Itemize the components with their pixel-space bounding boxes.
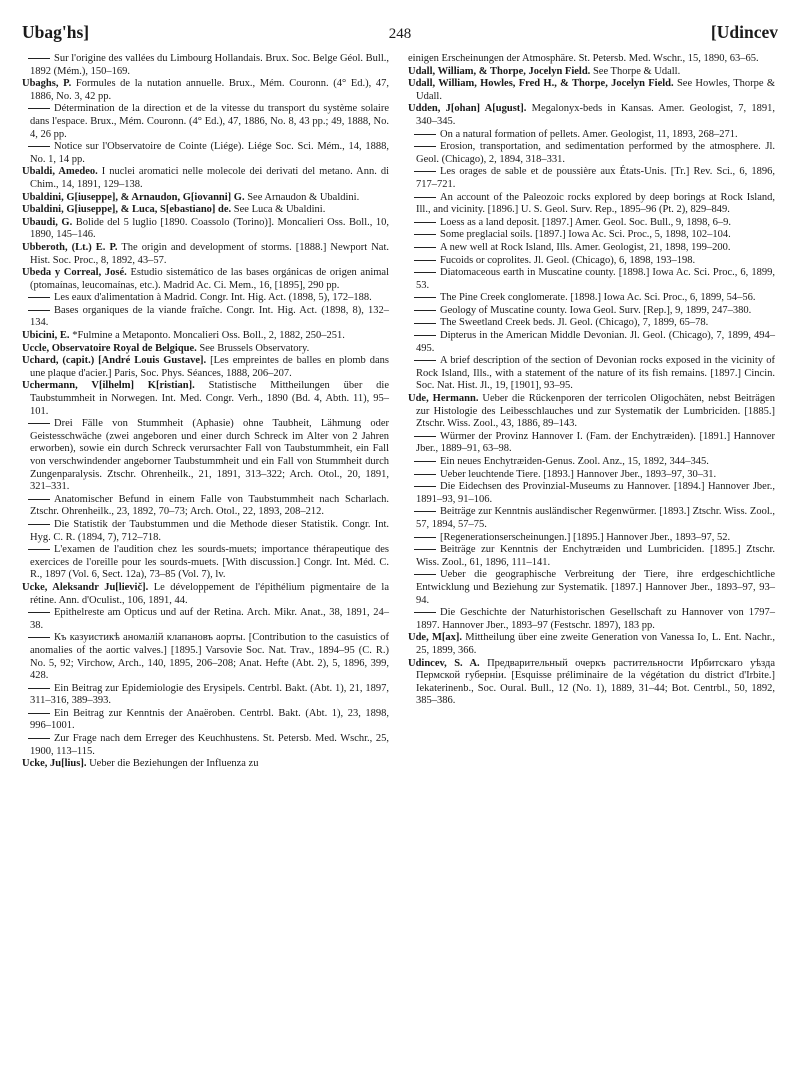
bibliography-entry <box>408 103 775 128</box>
bibliography-entry <box>408 267 775 292</box>
ditto-dash <box>414 574 436 575</box>
entry-text: Предварительный очеркъ растительности Ирбитскаго уѣзда Пермской губерніи. [Esquisse préliminaire de la végétation du district d'Irbite.] Iekaterinenb., Soc. Oural. Bull., 12 (No. 1), 1889, 31–44; Bot. Centrbl., 50, 1892, 385–386. <box>416 657 776 707</box>
bibliography-entry <box>408 317 775 330</box>
bibliography-entry <box>408 292 775 305</box>
ditto-dash <box>28 713 50 714</box>
bibliography-entry <box>408 469 775 482</box>
ditto-dash <box>28 637 50 638</box>
entry-text: Bolide del 5 luglio [1890. Coassolo (Torino)]. Moncalieri Oss. Boll., 10, 1890, 145–146. <box>30 216 390 241</box>
bibliography-entry <box>408 305 775 318</box>
bibliography-entry <box>22 305 389 330</box>
entry-text: Ein Beitrag zur Epidemiologie des Erysipels. Centrbl. Bakt. (Abt. 1), 21, 1897, 311–316, 389–393. <box>30 682 389 707</box>
ditto-dash <box>414 260 436 261</box>
ditto-dash <box>28 58 50 59</box>
entry-text: Zur Frage nach dem Erreger des Keuchhustens. St. Petersb. Med. Wschr., 25, 1900, 113–115. <box>30 733 389 757</box>
bibliography-entry <box>408 141 775 166</box>
entry-text: Les orages de sable et de poussière aux États-Unis. [Tr.] Rev. Sci., 6, 1896, 717–721. <box>416 166 775 190</box>
ditto-dash <box>414 146 436 147</box>
entry-text: Ueber leuchtende Tiere. [1893.] Hannover Jber., 1893–97, 30–31. <box>440 468 717 480</box>
bibliography-entry <box>22 355 389 380</box>
entry-text: L'examen de l'audition chez les sourds-muets; importance thérapeutique des exercices de l'oreille pour les sourds-muets. [With discussion.] Congr. Int. Méd. C. R., 1897 (Vol. 6, Sect. 12a), 73–85 (Vol. 7), lv. <box>30 544 389 581</box>
ditto-dash <box>414 323 436 324</box>
bibliography-entry <box>22 141 389 166</box>
bibliography-entry <box>22 192 389 205</box>
entry-text: Statistische Mittheilungen über die Taubstummheit in Norwegen. Int. Med. Congr. Verh., 1890 (Bd. 4, Abth. 11), 95–101. <box>30 380 390 417</box>
ditto-dash <box>414 297 436 298</box>
ditto-dash <box>414 171 436 172</box>
entry-text: *Fulmine a Metaponto. Moncalieri Oss. Boll., 2, 1882, 250–251. <box>72 330 345 342</box>
entry-text: Diatomaceous earth in Muscatine county. [1898.] Iowa Ac. Sci. Proc., 6, 1899, 53. <box>416 267 775 291</box>
running-header <box>22 8 778 48</box>
bibliography-entry <box>22 380 389 418</box>
ditto-dash <box>28 549 50 550</box>
entry-author: Ude, Hermann. <box>408 393 479 405</box>
entry-text: Le développement de l'épithélium pigmentaire de la rétine. Ann. d'Oculist., 106, 1891, 44. <box>30 581 389 606</box>
entry-text: See Arnaudon & Ubaldini. <box>247 191 360 203</box>
entry-text: Anatomischer Befund in einem Falle von Taubstummheit nach Scharlach. Ztschr. Ohrenheilk., 23, 1892, 70–73; Arch. Otol., 22, 1893, 208–212. <box>30 493 389 518</box>
entry-author: Uccle, Observatoire Royal de Belgique. <box>22 342 197 354</box>
entry-text: Notice sur l'Observatoire de Cointe (Liége). Liége Soc. Sci. Mém., 14, 1888, No. 1, 14 pp. <box>30 141 389 165</box>
entry-text: Megalonyx-beds in Kansas. Amer. Geologist, 7, 1891, 340–345. <box>416 103 776 127</box>
bibliography-entry <box>408 532 775 545</box>
entry-text: Къ казуистикѣ аномалій клапановъ аорты. [Contribution to the casuistics of anomalies of the aortic valves.] [1895.] Varsovie Soc. Nat. Trav., 1894–95 (C. R.) No. 5, 92; Virchow, Arch., 140, 1895, 206–208; Anat. Hefte (Abt. 2), 5, 1896, 399, 428. <box>30 632 389 682</box>
header-right: [Udincev <box>710 22 778 42</box>
bibliography-entry <box>408 229 775 242</box>
entry-text: Die Eidechsen des Provinzial-Museums zu Hannover. [1894.] Hannover Jber., 1891–93, 91–106. <box>416 481 775 505</box>
entry-text: Erosion, transportation, and sedimentation performed by the atmosphere. Jl. Geol. (Chicago), 2, 1894, 318–331. <box>416 141 775 165</box>
entry-text: Beiträge zur Kenntnis der Enchytræiden und Lumbriciden. [1895.] Ztschr. Wiss. Zool., 61, 1896, 111–141. <box>416 544 775 568</box>
bibliography-entry <box>408 66 775 79</box>
entry-author: Ubicini, E. <box>22 330 70 342</box>
entry-author: Ubberoth, (Lt.) E. P. <box>22 241 118 253</box>
bibliography-entry <box>22 166 389 191</box>
bibliography-entry <box>22 708 389 733</box>
entry-author: Ubeda y Correal, José. <box>22 267 127 279</box>
entry-author: Ubaghs, P. <box>22 78 72 90</box>
entry-text: Détermination de la direction et de la vitesse du transport du système solaire dans l'espace. Brux., Mém. Couronn. (4° Ed.), 47, 1886, No. 8, 43 pp.; 49, 1888, No. 4, 26 pp. <box>30 103 389 140</box>
entry-author: Udincev, S. A. <box>408 657 480 669</box>
ditto-dash <box>414 247 436 248</box>
bibliography-entry <box>408 166 775 191</box>
entry-author: Ubaldini, G[iuseppe], & Luca, S[ebastiano] de. <box>22 204 232 216</box>
ditto-dash <box>28 524 50 525</box>
bibliography-entry <box>408 355 775 393</box>
bibliography-entry <box>408 658 775 708</box>
bibliography-entry <box>408 431 775 456</box>
entry-text: Die Geschichte der Naturhistorischen Gesellschaft zu Hannover von 1797–1897. Hannover Jber., 1893–97 (Festschr. 1897), 183 pp. <box>416 607 775 631</box>
ditto-dash <box>414 474 436 475</box>
bibliography-entry <box>22 494 389 519</box>
bibliography-entry <box>22 53 389 78</box>
bibliography-entry <box>408 607 775 632</box>
bibliography-entry <box>22 607 389 632</box>
ditto-dash <box>28 108 50 109</box>
bibliography-entry <box>22 519 389 544</box>
bibliography-entry <box>22 242 389 267</box>
entry-text: The Pine Creek conglomerate. [1898.] Iowa Ac. Sci. Proc., 6, 1899, 54–56. <box>440 292 756 304</box>
bibliography-entry <box>22 330 389 343</box>
bibliography-entry <box>22 758 389 771</box>
entry-text: Ueber die geographische Verbreitung der Tiere, ihre erdgeschichtliche Entwicklung und Beziehung zur Systematik. [1897.] Hannover Jber., 1893–97, 93–94. <box>416 569 775 606</box>
entry-text: See Thorpe & Udall. <box>592 65 681 77</box>
entry-text: Epithelreste am Opticus und auf der Retina. Arch. Mikr. Anat., 38, 1891, 24–38. <box>30 607 389 631</box>
entry-author: Ubaudi, G. <box>22 216 73 228</box>
ditto-dash <box>28 612 50 613</box>
ditto-dash <box>414 222 436 223</box>
ditto-dash <box>414 134 436 135</box>
right-column <box>408 53 775 708</box>
ditto-dash <box>414 197 436 198</box>
entry-text: Beiträge zur Kenntnis ausländischer Regenwürmer. [1893.] Ztschr. Wiss. Zool., 57, 1894, 57–75. <box>416 506 775 530</box>
ditto-dash <box>414 360 436 361</box>
entry-text: Estudio sistemático de las bases orgánicas de origen animal (ptomaínas, leucomaínas, etc.). Madrid Ac. Ci. Mem., 16, [1895], 290 pp. <box>30 267 389 291</box>
entry-text: See Luca & Ubaldini. <box>233 204 326 216</box>
entry-text: The Sweetland Creek beds. Jl. Geol. (Chicago), 7, 1899, 65–78. <box>440 317 709 329</box>
entry-text: Les eaux d'alimentation à Madrid. Congr. Int. Hig. Act. (1898, 5), 172–188. <box>54 292 372 304</box>
entry-author: Ude, M[ax]. <box>408 632 462 644</box>
entry-text: [Regenerationserscheinungen.] [1895.] Hannover Jber., 1893–97, 52. <box>440 531 731 543</box>
ditto-dash <box>28 310 50 311</box>
ditto-dash <box>28 146 50 147</box>
bibliography-entry <box>408 632 775 657</box>
bibliography-entry <box>408 192 775 217</box>
ditto-dash <box>414 537 436 538</box>
entry-text: Formules de la nutation annuelle. Brux., Mém. Couronn. (4° Ed.), 47, 1886, No. 3, 42 pp. <box>30 78 389 102</box>
ditto-dash <box>28 423 50 424</box>
entry-text: A new well at Rock Island, Ills. Amer. Geologist, 21, 1898, 199–200. <box>440 241 731 253</box>
bibliography-entry <box>22 204 389 217</box>
entry-text: Fucoids or coprolites. Jl. Geol. (Chicago), 6, 1898, 193–198. <box>440 254 696 266</box>
bibliography-entry <box>22 78 389 103</box>
bibliography-entry <box>22 733 389 758</box>
bibliography-entry <box>408 242 775 255</box>
bibliography-entry <box>408 506 775 531</box>
bibliography-entry <box>22 632 389 682</box>
entry-text: On a natural formation of pellets. Amer. Geologist, 11, 1893, 268–271. <box>440 128 738 140</box>
ditto-dash <box>414 272 436 273</box>
ditto-dash <box>28 688 50 689</box>
bibliography-entry <box>22 217 389 242</box>
entry-text: Ein Beitrag zur Kenntnis der Anaëroben. Centrbl. Bakt. (Abt. 1), 23, 1898, 996–1001. <box>30 707 389 732</box>
entry-text: A brief description of the section of Devonian rocks exposed in the vicinity of Rock Island, Ills., with a statement of the nature of its fish remains. [1897.] Cincin. Soc. Nat. Hist. Jl., 19, [1901], 93–95. <box>416 355 775 392</box>
entry-text: [Les empreintes de balles en plomb dans une plaque d'acier.] Paris, Soc. Phys. Séances, 1888, 206–207. <box>30 355 389 379</box>
ditto-dash <box>414 511 436 512</box>
bibliography-entry <box>408 544 775 569</box>
bibliography-entry <box>408 330 775 355</box>
bibliography-entry <box>22 418 389 494</box>
entry-text: Die Statistik der Taubstummen und die Methode dieser Statistik. Congr. Int. Hyg. C. R. (1894, 7), 712–718. <box>30 518 389 543</box>
ditto-dash <box>28 499 50 500</box>
entry-text: Ein neues Enchytræiden-Genus. Zool. Anz., 15, 1892, 344–345. <box>440 456 709 467</box>
bibliography-entry <box>408 53 775 66</box>
entry-text: Drei Fälle von Stummheit (Aphasie) ohne Taubheit, Lähmung oder Geistesschwäche (zwei angeboren und einer durch Schreck im Alter von 2 Jahren erworben), sowie ein durch Schreck verursachter Fall von Taubstummheit, ein Fall von verschwindender angeborner Taubstummheit und ein Fall von Stummheit durch Zungenparalysis. Ztschr. Ohrenheilk., 21, 1891, 313–322; Arch. Otol., 20, 1891, 321–331. <box>30 418 389 493</box>
entry-text: I nuclei aromatici nelle molecole dei derivati del metano. Ann. di Chim., 14, 1891, 129–138. <box>30 166 389 190</box>
entry-author: Ubaldi, Amedeo. <box>22 166 98 178</box>
entry-text: Bases organiques de la viande fraîche. Congr. Int. Hig. Act. (1898, 8), 132–134. <box>30 304 389 329</box>
bibliography-entry <box>408 217 775 230</box>
entry-text: Geology of Muscatine county. Iowa Geol. Surv. [Rep.], 9, 1899, 247–380. <box>440 304 752 316</box>
entry-text: Ueber die Beziehungen der Influenza zu <box>89 758 259 770</box>
entry-author: Uchermann, V[ilhelm] K[ristian]. <box>22 380 195 392</box>
entry-text: Dipterus in the American Middle Devonian. Jl. Geol. (Chicago), 7, 1899, 494–495. <box>416 330 775 354</box>
entry-text: einigen Erscheinungen der Atmosphäre. St. Petersb. Med. Wschr., 15, 1890, 63–65. <box>408 53 759 64</box>
bibliography-entry <box>408 481 775 506</box>
entry-author: Ubaldini, G[iuseppe], & Arnaudon, G[iovanni] G. <box>22 191 245 203</box>
ditto-dash <box>414 486 436 487</box>
ditto-dash <box>414 335 436 336</box>
ditto-dash <box>414 234 436 235</box>
bibliography-entry <box>408 129 775 142</box>
bibliography-entry <box>408 78 775 103</box>
bibliography-entry <box>408 255 775 268</box>
entry-text: Ueber die Rückenporen der terricolen Oligochäten, nebst Beiträgen zur Histologie des Leibesschlauches und zur Systematik der Lumbriciden. [1885.] Ztschr. Wiss. Zool., 43, 1886, 89–143. <box>416 393 776 430</box>
bibliography-entry <box>22 292 389 305</box>
ditto-dash <box>28 738 50 739</box>
ditto-dash <box>28 297 50 298</box>
bibliography-entry <box>22 582 389 607</box>
bibliography-entry <box>22 544 389 582</box>
entry-author: Ucke, Aleksandr Ju[lievič]. <box>22 581 149 593</box>
bibliography-entry <box>22 267 389 292</box>
entry-text: Mittheilung über eine zweite Generation von Vanessa Io, L. Ent. Nachr., 25, 1899, 366. <box>416 632 775 656</box>
bibliography-entry <box>22 103 389 141</box>
page-number: 248 <box>388 26 412 42</box>
entry-text: An account of the Paleozoic rocks explored by deep borings at Rock Island, Ill., and vicinity. [1896.] U. S. Geol. Surv. Rep., 1895–96 (Pt. 2), 829–849. <box>416 191 775 216</box>
bibliography-entry <box>408 456 775 469</box>
bibliography-entry <box>22 683 389 708</box>
entry-author: Uchard, (capit.) [André Louis Gustave]. <box>22 355 207 367</box>
entry-text: Würmer der Provinz Hannover I. (Fam. der Enchytræiden). [1891.] Hannover Jber., 1889–91, 63–98. <box>416 430 775 455</box>
ditto-dash <box>414 310 436 311</box>
header-left: Ubag'hs] <box>22 22 90 42</box>
ditto-dash <box>414 612 436 613</box>
entry-text: Loess as a land deposit. [1897.] Amer. Geol. Soc. Bull., 9, 1898, 6–9. <box>440 216 732 228</box>
ditto-dash <box>414 549 436 550</box>
bibliography-entry <box>408 393 775 431</box>
entry-author: Udall, William, & Thorpe, Jocelyn Field. <box>408 65 591 77</box>
bibliography-entry <box>408 569 775 607</box>
entry-text: Sur l'origine des vallées du Limbourg Hollandais. Brux. Soc. Belge Géol. Bull., 1892 (Mém.), 150–169. <box>30 53 389 77</box>
ditto-dash <box>414 461 436 462</box>
entry-author: Udall, William, Howles, Fred H., & Thorpe, Jocelyn Field. <box>408 78 674 90</box>
entry-text: Some preglacial soils. [1897.] Iowa Ac. Sci. Proc., 5, 1898, 102–104. <box>440 229 731 241</box>
bibliography-entry <box>22 343 389 356</box>
entry-text: The origin and development of storms. [1888.] Newport Nat. Hist. Soc. Proc., 8, 1892, 43–57. <box>30 241 389 266</box>
entry-text: See Howles, Thorpe & Udall. <box>416 78 775 102</box>
entry-author: Udden, J[ohan] A[ugust]. <box>408 103 527 115</box>
entry-author: Ucke, Ju[lius]. <box>22 758 87 770</box>
ditto-dash <box>414 436 436 437</box>
left-column <box>22 53 389 771</box>
entry-text: See Brussels Observatory. <box>199 342 310 354</box>
